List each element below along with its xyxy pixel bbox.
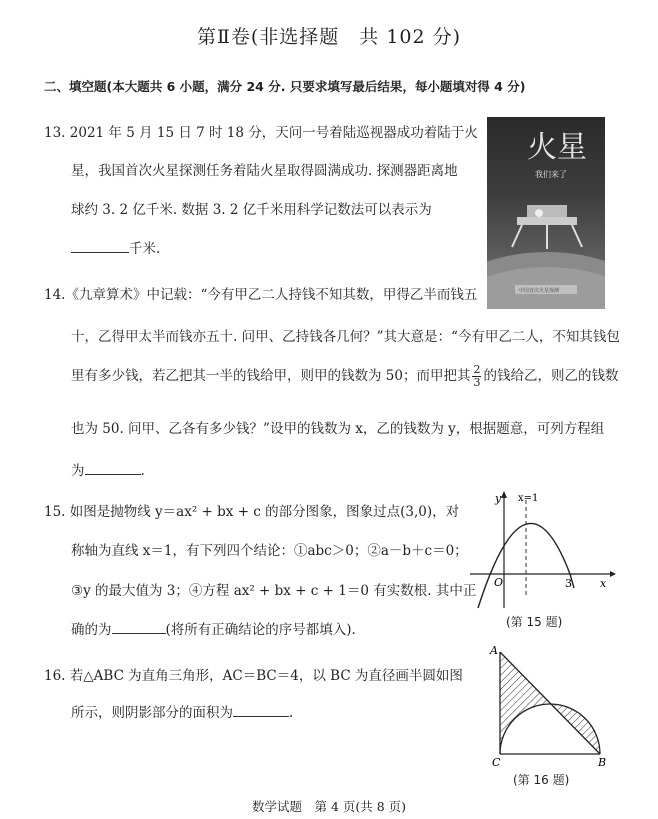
fraction-two-thirds: $\frac{2}{3}$ — [473, 363, 481, 389]
q15-line-2: 称轴为直线 x＝1，有下列四个结论：①abc＞0；②a－b＋c＝0； — [71, 543, 468, 559]
fig16-caption: (第 16 题) — [513, 773, 570, 787]
vertex-b: B — [598, 756, 607, 769]
y-axis-label: y — [495, 492, 502, 505]
shaded-region-left — [500, 652, 550, 754]
triangle-semicircle-figure — [484, 642, 614, 770]
root-label: 3 — [565, 577, 572, 590]
answer-blank — [71, 240, 129, 253]
q14-line-3: 里有多少钱，若乙把其一半的钱给甲，则甲的钱数为 50；而甲把其 $\frac{2}{3}$ 的钱给乙，则乙的钱数 — [71, 363, 619, 389]
origin-label: O — [494, 576, 504, 589]
poster-title: 火星 — [527, 130, 587, 165]
answer-blank — [233, 704, 289, 717]
q15-line-1: 15. 如图是抛物线 y＝ax² + bx + c 的部分图象，图象过点(3,0)，对 — [44, 504, 460, 520]
q13-line-2: 星，我国首次火星探测任务着陆火星取得圆满成功. 探测器距离地 — [71, 163, 458, 179]
part-title: 第Ⅱ卷(非选择题 共 102 分) — [196, 26, 462, 48]
q16-line-2: 所示，则阴影部分的面积为 . — [71, 705, 294, 721]
q16-line-1: 16. 若△ABC 为直角三角形，AC＝BC＝4，以 BC 为直径画半圆如图 — [44, 668, 463, 684]
q14-line-1: 14.《九章算术》中记载：“今有甲乙二人持钱不知其数，甲得乙半而钱五 — [44, 287, 478, 303]
mars-poster-image — [487, 117, 605, 309]
q14-line-4: 也为 50. 问甲、乙各有多少钱？”设甲的钱数为 x，乙的钱数为 y，根据题意，可列方程组 — [71, 421, 605, 437]
q15-line-3: ③y 的最大值为 3；④方程 ax² + bx + c + 1＝0 有实数根. 其中正 — [71, 583, 477, 599]
vertex-a: A — [490, 644, 498, 657]
parabola-graph — [466, 488, 616, 613]
q15-line-4: 确的为 (将所有正确结论的序号都填入). — [71, 622, 356, 638]
poster-caption: 中国首次火星探测 — [519, 288, 560, 294]
fig15-caption: (第 15 题) — [506, 615, 563, 629]
q14-line-2: 十，乙得甲太半而钱亦五十. 问甲、乙持钱各几何？”其大意是：“今有甲乙二人，不知其钱包 — [71, 329, 620, 345]
x-axis-label: x — [600, 577, 607, 590]
q13-line-1: 13. 2021 年 5 月 15 日 7 时 18 分，天问一号着陆巡视器成功着陆于火 — [44, 125, 478, 141]
page-footer: 数学试题 第 4 页(共 8 页) — [251, 799, 407, 814]
answer-blank — [85, 462, 141, 475]
answer-blank — [112, 621, 166, 634]
section-heading: 二、填空题(本大题共 6 小题，满分 24 分. 只要求填写最后结果，每小题填对得 4 分) — [44, 79, 526, 94]
poster-subtitle: 我们来了 — [535, 170, 567, 179]
vertex-c: C — [492, 756, 501, 769]
q13-line-4: 千米. — [71, 237, 160, 257]
q13-line-3: 球约 3. 2 亿千米. 数据 3. 2 亿千米用科学记数法可以表示为 — [71, 202, 432, 218]
mars-poster-graphic — [487, 117, 605, 309]
q14-line-5: 为 . — [71, 463, 145, 479]
symmetry-label: x=1 — [518, 493, 539, 504]
